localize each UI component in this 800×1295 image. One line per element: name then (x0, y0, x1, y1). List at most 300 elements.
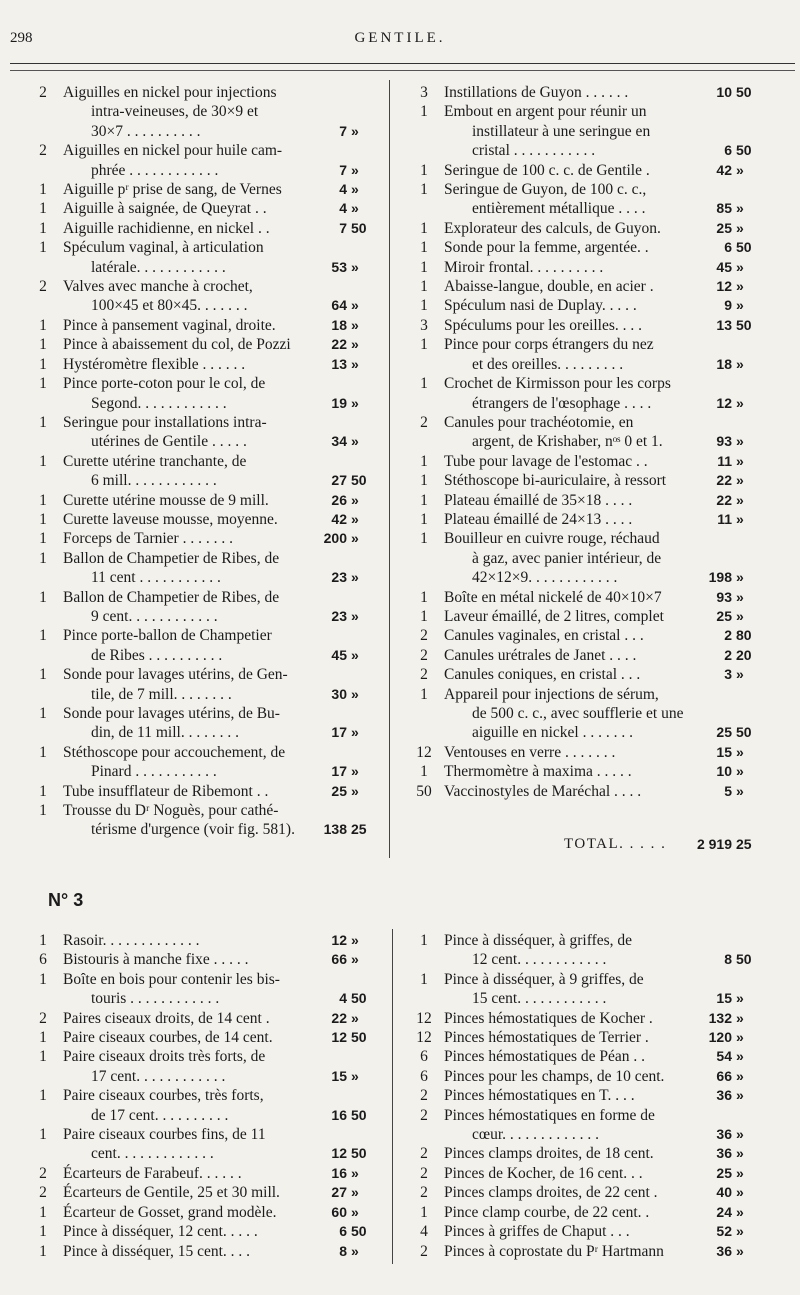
description-line: 9 cent. . . . . . . . . . . . (91, 607, 218, 625)
entry-description (63, 452, 306, 491)
description-line: Paire ciseaux courbes, de 14 cent. (63, 1029, 273, 1047)
catalog-entry (28, 665, 380, 704)
price-francs: 26 (331, 491, 347, 508)
description-line: utérines de Gentile . . . . . (91, 433, 247, 451)
description-line: aiguille en nickel . . . . . . . (472, 724, 633, 742)
catalog-entry (28, 491, 380, 510)
entry-quantity: 2 (420, 1242, 428, 1260)
price-centimes: 50 (351, 472, 367, 489)
catalog-entry (409, 83, 765, 102)
price-francs: 7 (339, 122, 347, 139)
entry-quantity: 1 (39, 336, 47, 354)
entry-description (444, 1183, 691, 1202)
price-francs: 45 (716, 258, 732, 275)
price-centimes: » (736, 782, 744, 799)
catalog-entry (28, 452, 380, 491)
entry-price (306, 1222, 380, 1241)
entry-description (444, 471, 691, 490)
catalog-entry (409, 1067, 765, 1086)
price-francs: 19 (331, 394, 347, 411)
catalog-entry (409, 588, 765, 607)
description-line: Pinces hémostatiques en forme de (444, 1106, 655, 1124)
catalog-entry (28, 782, 380, 801)
price-centimes: » (351, 1164, 359, 1181)
entry-description (63, 510, 306, 529)
catalog-entry (28, 199, 380, 218)
entry-quantity: 1 (420, 278, 428, 296)
catalog-entry (409, 316, 765, 335)
catalog-entry (28, 1125, 380, 1164)
entry-price (691, 782, 765, 801)
page-number: 298 (10, 30, 33, 46)
catalog-entry (28, 374, 380, 413)
description-line: Pince à disséquer, 15 cent. . . . (63, 1242, 251, 1260)
entry-price (306, 723, 380, 742)
entry-price (691, 83, 765, 102)
entry-quantity: 1 (39, 932, 47, 949)
catalog-entry (28, 970, 380, 1009)
description-line: Appareil pour injections de sérum, (444, 685, 659, 703)
price-francs: 6 (724, 239, 732, 256)
price-centimes: » (351, 685, 359, 702)
entry-description (444, 296, 691, 315)
description-line: Forceps de Tarnier . . . . . . . (63, 530, 233, 548)
price-francs: 25 (716, 1164, 732, 1181)
catalog-entry (28, 931, 380, 950)
description-line: Hystéromètre flexible . . . . . . (63, 355, 246, 373)
catalog-entry (409, 782, 765, 801)
price-francs: 85 (716, 200, 732, 217)
section2-left-column (28, 931, 380, 1261)
entry-quantity: 1 (420, 239, 428, 257)
price-centimes: » (736, 394, 744, 411)
price-francs: 138 (323, 821, 347, 838)
entry-quantity: 1 (39, 666, 47, 684)
entry-quantity: 1 (39, 970, 47, 988)
catalog-entry (28, 413, 380, 452)
entry-price (306, 1009, 380, 1028)
price-centimes: » (351, 258, 359, 275)
entry-price (691, 510, 765, 529)
price-francs: 22 (716, 472, 732, 489)
description-line: Pince à disséquer, à 9 griffes, de (444, 970, 644, 988)
price-francs: 8 (724, 951, 732, 968)
catalog-entry (28, 1086, 380, 1125)
description-line: Paires ciseaux droits, de 14 cent . (63, 1009, 270, 1027)
description-line: 11 cent . . . . . . . . . . . (91, 569, 221, 587)
description-line: Instillations de Guyon . . . . . . (444, 84, 629, 101)
description-line: Canules coniques, en cristal . . . (444, 666, 641, 684)
catalog-entry (409, 1183, 765, 1202)
entry-quantity: 2 (420, 1145, 428, 1163)
catalog-entry (28, 1164, 380, 1183)
price-francs: 132 (708, 1009, 732, 1026)
price-francs: 22 (716, 491, 732, 508)
price-centimes: » (736, 491, 744, 508)
price-francs: 4 (339, 181, 347, 198)
entry-price (306, 607, 380, 626)
catalog-entry (28, 335, 380, 354)
entry-price (306, 122, 380, 141)
catalog-entry (28, 83, 380, 141)
price-centimes: » (736, 278, 744, 295)
price-centimes: » (736, 355, 744, 372)
description-line: Laveur émaillé, de 2 litres, complet (444, 607, 664, 625)
entry-price (691, 1183, 765, 1202)
entry-price (306, 950, 380, 969)
entry-description (444, 180, 691, 219)
price-francs: 12 (331, 1145, 347, 1162)
catalog-entry (409, 374, 765, 413)
entry-description (63, 588, 306, 627)
entry-quantity: 3 (420, 316, 428, 334)
entry-price (306, 568, 380, 587)
entry-price (691, 1009, 765, 1028)
price-centimes: » (736, 1067, 744, 1084)
entry-quantity: 1 (420, 103, 428, 121)
price-francs: 53 (331, 258, 347, 275)
entry-quantity: 2 (420, 627, 428, 645)
catalog-entry (409, 1086, 765, 1105)
description-line: Segond. . . . . . . . . . . . (91, 394, 227, 412)
description-line: Sonde pour la femme, argentée. . (444, 239, 649, 257)
entry-quantity: 1 (39, 743, 47, 761)
description-line: Écarteurs de Farabeuf. . . . . . (63, 1164, 242, 1182)
description-line: Curette laveuse mousse, moyenne. (63, 510, 278, 528)
description-line: Trousse du Dʳ Noguès, pour cathé- (63, 802, 279, 820)
catalog-entry (409, 743, 765, 762)
entry-quantity: 1 (39, 316, 47, 334)
entry-description (444, 588, 691, 607)
total-row (409, 836, 765, 856)
price-francs: 36 (716, 1087, 732, 1104)
catalog-entry (409, 238, 765, 257)
entry-quantity: 2 (39, 1184, 47, 1202)
price-centimes: » (736, 1184, 744, 1201)
description-line: Abaisse-langue, double, en acier . (444, 278, 654, 296)
entry-price (306, 335, 380, 354)
description-line: Pince pour corps étrangers du nez (444, 336, 654, 354)
entry-price (306, 646, 380, 665)
catalog-entry (28, 219, 380, 238)
price-francs: 12 (331, 1029, 347, 1046)
total-centimes: 25 (736, 836, 752, 852)
entry-price (691, 1125, 765, 1144)
entry-description (444, 491, 691, 510)
entry-quantity: 1 (420, 336, 428, 354)
description-line: étrangers de l'œsophage . . . . (472, 394, 652, 412)
price-centimes: 50 (736, 84, 752, 101)
entry-quantity: 12 (416, 1029, 432, 1047)
page-title: GENTILE. (354, 30, 446, 46)
entry-description (444, 626, 691, 645)
catalog-entry (28, 1183, 380, 1202)
entry-description (444, 1047, 691, 1066)
price-francs: 5 (724, 782, 732, 799)
catalog-entry (28, 704, 380, 743)
entry-description (63, 529, 306, 548)
price-centimes: » (351, 1009, 359, 1026)
description-line: Explorateur des calculs, de Guyon. (444, 219, 661, 237)
price-francs: 23 (331, 569, 347, 586)
description-line: touris . . . . . . . . . . . . (91, 990, 220, 1008)
description-line: Paire ciseaux courbes fins, de 11 (63, 1126, 266, 1144)
description-line: Rasoir. . . . . . . . . . . . . (63, 932, 200, 949)
catalog-entry (409, 1222, 765, 1241)
entry-description (63, 1086, 306, 1125)
entry-description (444, 1203, 691, 1222)
price-centimes: » (736, 743, 744, 760)
catalog-entry (28, 1028, 380, 1047)
entry-description (444, 529, 691, 587)
description-line: Pince porte-ballon de Champetier (63, 627, 272, 645)
entry-description (444, 1144, 691, 1163)
entry-description (444, 970, 691, 1009)
catalog-entry (409, 161, 765, 180)
entry-quantity: 1 (39, 1242, 47, 1260)
entry-quantity: 6 (39, 951, 47, 969)
catalog-entry (409, 1106, 765, 1145)
price-centimes: » (736, 763, 744, 780)
entry-quantity: 1 (39, 200, 47, 218)
catalog-entry (28, 529, 380, 548)
entry-quantity: 1 (39, 1126, 47, 1144)
entry-quantity: 1 (420, 588, 428, 606)
price-centimes: » (351, 297, 359, 314)
entry-quantity: 1 (39, 1029, 47, 1047)
description-line: 15 cent. . . . . . . . . . . . (472, 990, 607, 1008)
entry-quantity: 1 (39, 1203, 47, 1221)
catalog-entry (409, 931, 765, 970)
catalog-entry (409, 1028, 765, 1047)
description-line: de 500 c. c., avec soufflerie et une (472, 705, 684, 722)
entry-description (444, 374, 691, 413)
entry-description (63, 1203, 306, 1222)
price-francs: 8 (339, 1242, 347, 1259)
catalog-entry (409, 1009, 765, 1028)
entry-quantity: 2 (420, 666, 428, 684)
description-line: Crochet de Kirmisson pour les corps (444, 375, 671, 393)
price-francs: 6 (724, 142, 732, 159)
price-francs: 4 (339, 990, 347, 1007)
price-centimes: 20 (736, 646, 752, 663)
description-line: intra-veineuses, de 30×9 et (91, 103, 259, 121)
price-centimes: 50 (351, 1145, 367, 1162)
price-centimes: 50 (351, 990, 367, 1007)
entry-price (691, 1222, 765, 1241)
price-centimes: » (351, 763, 359, 780)
description-line: à gaz, avec panier intérieur, de (472, 549, 662, 567)
description-line: 12 cent. . . . . . . . . . . . (472, 951, 607, 969)
price-francs: 17 (331, 724, 347, 741)
description-line: Vaccinostyles de Maréchal . . . . (444, 782, 642, 800)
entry-price (306, 510, 380, 529)
description-line: Boîte en bois pour contenir les bis- (63, 970, 280, 988)
catalog-entry (409, 452, 765, 471)
entry-price (691, 238, 765, 257)
entry-quantity: 1 (39, 239, 47, 257)
price-francs: 25 (716, 724, 732, 741)
entry-description (63, 219, 306, 238)
entry-description (63, 374, 306, 413)
entry-price (306, 529, 380, 548)
price-francs: 17 (331, 763, 347, 780)
entry-price (306, 296, 380, 315)
catalog-entry (409, 626, 765, 645)
catalog-entry (409, 491, 765, 510)
price-francs: 60 (331, 1203, 347, 1220)
price-francs: 27 (331, 1184, 347, 1201)
entry-description (444, 258, 691, 277)
entry-price (306, 316, 380, 335)
entry-description (63, 316, 306, 335)
price-francs: 198 (708, 569, 732, 586)
description-line: Sonde pour lavages utérins, de Bu- (63, 705, 280, 722)
price-francs: 36 (716, 1126, 732, 1143)
description-line: Curette utérine tranchante, de (63, 452, 247, 470)
entry-description (444, 1242, 691, 1261)
price-centimes: » (351, 646, 359, 663)
price-centimes: 50 (736, 316, 752, 333)
entry-price (691, 723, 765, 742)
description-line: phrée . . . . . . . . . . . . (91, 161, 219, 179)
price-francs: 10 (716, 763, 732, 780)
description-line: Pinces à griffes de Chaput . . . (444, 1223, 630, 1241)
entry-quantity: 1 (420, 491, 428, 509)
description-line: Bistouris à manche fixe . . . . . (63, 951, 249, 969)
catalog-entry (409, 510, 765, 529)
entry-price (691, 316, 765, 335)
price-centimes: » (736, 1223, 744, 1240)
price-centimes: » (736, 433, 744, 450)
description-line: 30×7 . . . . . . . . . . (91, 122, 201, 140)
price-centimes: 50 (351, 1223, 367, 1240)
price-francs: 12 (716, 278, 732, 295)
entry-price (691, 491, 765, 510)
description-line: Curette utérine mousse de 9 mill. (63, 491, 269, 509)
description-line: Ventouses en verre . . . . . . . (444, 743, 616, 761)
entry-quantity: 1 (39, 1087, 47, 1105)
price-francs: 2 (724, 646, 732, 663)
catalog-entry (28, 180, 380, 199)
price-francs: 25 (716, 607, 732, 624)
entry-price (306, 1183, 380, 1202)
description-line: de Ribes . . . . . . . . . . (91, 646, 223, 664)
entry-price (306, 199, 380, 218)
description-line: Spéculum vaginal, à articulation (63, 239, 264, 257)
catalog-entry (28, 1009, 380, 1028)
price-centimes: » (736, 1048, 744, 1065)
catalog-entry (409, 607, 765, 626)
entry-price (306, 1164, 380, 1183)
price-centimes: » (351, 530, 359, 547)
entry-description (63, 238, 306, 277)
price-francs: 54 (716, 1048, 732, 1065)
price-francs: 15 (716, 743, 732, 760)
entry-price (306, 989, 380, 1008)
entry-quantity: 3 (420, 84, 428, 101)
description-line: entièrement métallique . . . . (472, 200, 646, 218)
entry-price (691, 762, 765, 781)
entry-description (444, 607, 691, 626)
description-line: Valves avec manche à crochet, (63, 278, 253, 296)
entry-quantity: 2 (39, 1164, 47, 1182)
price-francs: 24 (716, 1203, 732, 1220)
entry-price (691, 743, 765, 762)
catalog-entry (28, 1047, 380, 1086)
description-line: Aiguille pʳ prise de sang, de Vernes (63, 181, 282, 199)
description-line: Plateau émaillé de 35×18 . . . . (444, 491, 633, 509)
entry-quantity: 1 (39, 1223, 47, 1241)
entry-price (691, 471, 765, 490)
price-centimes: » (736, 990, 744, 1007)
catalog-entry (409, 762, 765, 781)
entry-description (63, 199, 306, 218)
description-line: Pinces clamps droites, de 18 cent. (444, 1145, 654, 1163)
catalog-entry (28, 626, 380, 665)
price-francs: 22 (331, 336, 347, 353)
catalog-entry (28, 355, 380, 374)
catalog-entry (409, 665, 765, 684)
catalog-entry (409, 646, 765, 665)
entry-price (691, 1047, 765, 1066)
entry-price (306, 1203, 380, 1222)
entry-description (444, 1106, 691, 1145)
description-line: Embout en argent pour réunir un (444, 103, 647, 121)
entry-description (63, 1164, 306, 1183)
description-line: Sonde pour lavages utérins, de Gen- (63, 666, 288, 684)
section2-right-column (409, 931, 765, 1261)
price-centimes: » (736, 258, 744, 275)
entry-quantity: 2 (39, 142, 47, 160)
price-francs: 30 (331, 685, 347, 702)
entry-price (691, 219, 765, 238)
entry-quantity: 2 (420, 1164, 428, 1182)
catalog-entry (28, 549, 380, 588)
entry-quantity: 1 (420, 763, 428, 781)
entry-quantity: 1 (420, 970, 428, 988)
entry-description (63, 950, 306, 969)
catalog-entry (409, 1047, 765, 1066)
total-francs: 2 919 (696, 836, 732, 852)
catalog-entry (409, 102, 765, 160)
price-francs: 66 (716, 1067, 732, 1084)
entry-price (691, 199, 765, 218)
entry-description (444, 1086, 691, 1105)
entry-quantity: 1 (39, 375, 47, 393)
description-line: Pinard . . . . . . . . . . . (91, 763, 217, 781)
entry-description (63, 801, 306, 840)
entry-description (63, 704, 306, 743)
price-francs: 93 (716, 588, 732, 605)
entry-quantity: 1 (420, 375, 428, 393)
entry-quantity: 1 (420, 932, 428, 949)
price-centimes: » (736, 1087, 744, 1104)
entry-description (63, 970, 306, 1009)
entry-quantity: 1 (39, 705, 47, 722)
page-header (0, 30, 800, 50)
entry-price (691, 277, 765, 296)
entry-price (691, 161, 765, 180)
entry-price (306, 1106, 380, 1125)
entry-description (444, 1028, 691, 1047)
catalog-entry (28, 1242, 380, 1261)
entry-price (306, 394, 380, 413)
price-francs: 4 (339, 200, 347, 217)
entry-description (444, 931, 691, 970)
price-centimes: » (736, 219, 744, 236)
price-centimes: 50 (736, 239, 752, 256)
